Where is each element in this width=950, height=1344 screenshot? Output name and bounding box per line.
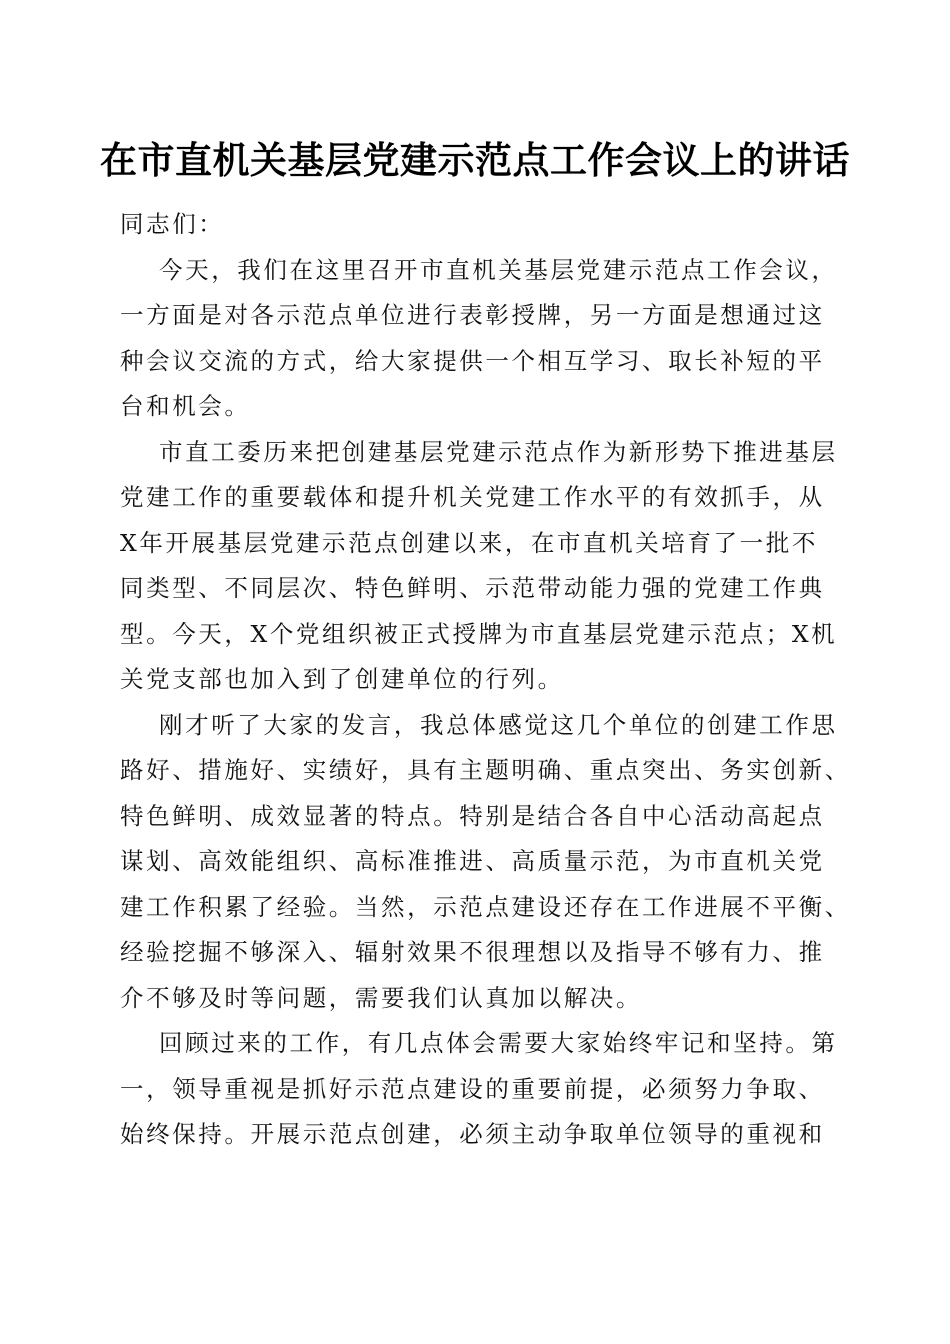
paragraph-1-line-2: 一方面是对各示范点单位进行表彰授牌，另一方面是想通过这: [120, 301, 825, 329]
paragraph-2-line-1: 市直工委历来把创建基层党建示范点作为新形势下推进基层: [159, 437, 838, 466]
paragraph-2-line-3: X年开展基层党建示范点创建以来，在市直机关培育了一批不: [120, 528, 818, 557]
paragraph-4-line-3: 始终保持。开展示范点创建，必须主动争取单位领导的重视和: [120, 1120, 825, 1148]
paragraph-1-line-1: 今天，我们在这里召开市直机关基层党建示范点工作会议，: [159, 255, 838, 284]
paragraph-2-line-2: 党建工作的重要载体和提升机关党建工作水平的有效抓手，从: [120, 483, 825, 511]
paragraph-4-line-2: 一，领导重视是抓好示范点建设的重要前提，必须努力争取、: [120, 1074, 825, 1103]
paragraph-3-line-3: 特色鲜明、成效显著的特点。特别是结合各自中心活动高起点: [120, 801, 825, 830]
paragraph-3-line-1: 刚才听了大家的发言，我总体感觉这几个单位的创建工作思: [159, 710, 838, 739]
document-title: 在市直机关基层党建示范点工作会议上的讲话: [100, 138, 850, 182]
paragraph-3-line-7: 介不够及时等问题，需要我们认真加以解决。: [120, 983, 642, 1012]
paragraph-3-line-5: 建工作积累了经验。当然，示范点建设还存在工作进展不平衡、: [120, 892, 851, 921]
paragraph-3-line-2: 路好、措施好、实绩好，具有主题明确、重点突出、务实创新、: [120, 756, 851, 784]
paragraph-2-line-5: 型。今天，X个党组织被正式授牌为市直基层党建示范点；X机: [120, 619, 838, 648]
paragraph-1-line-3: 种会议交流的方式，给大家提供一个相互学习、取长补短的平: [120, 346, 825, 375]
paragraph-1-line-4: 台和机会。: [120, 392, 251, 420]
document-body: [120, 202, 851, 1158]
paragraph-4-line-1: 回顾过来的工作，有几点体会需要大家始终牢记和坚持。第: [159, 1029, 838, 1057]
paragraph-2-line-6: 关党支部也加入到了创建单位的行列。: [120, 665, 564, 693]
salutation: 同志们：: [120, 210, 225, 238]
paragraph-2-line-4: 同类型、不同层次、特色鲜明、示范带动能力强的党建工作典: [120, 574, 825, 602]
paragraph-3-line-6: 经验挖掘不够深入、辐射效果不很理想以及指导不够有力、推: [120, 938, 825, 966]
paragraph-3-line-4: 谋划、高效能组织、高标准推进、高质量示范，为市直机关党: [120, 847, 825, 875]
